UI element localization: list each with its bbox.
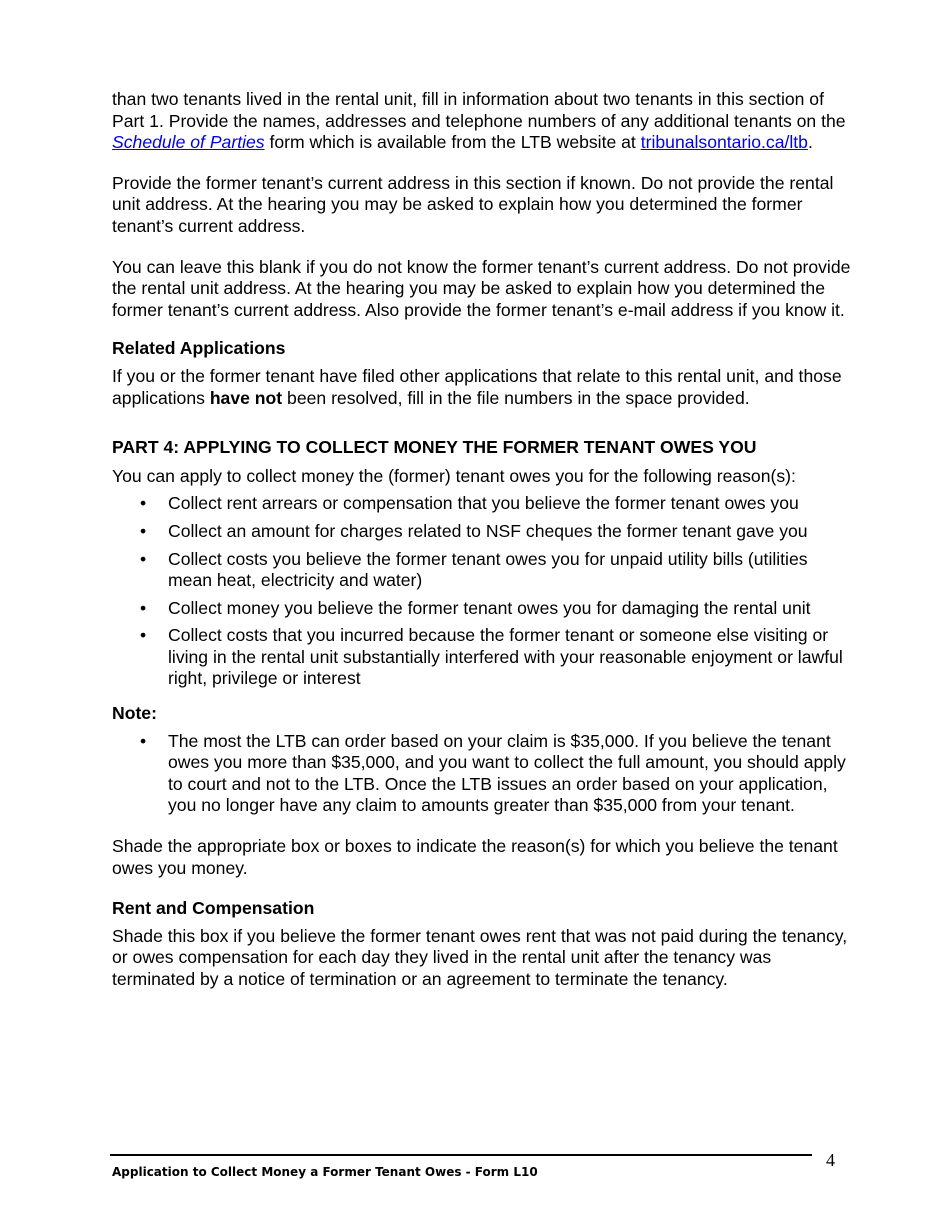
current-address-paragraph: Provide the former tenant’s current address in this section if known. Do not provide the rental unit address. At the hearing you may be asked to explain how you determined the former tenant’s current address. xyxy=(112,172,834,236)
list-item: • The most the LTB can order based on your claim is $35,000. If you believe the tenant owes you more than $35,000, and you want to collect the full amount, you should apply to court and not to the LTB. Once the LTB issues an order based on your application, you no longer have any claim to amounts greater than $35,000 from your tenant. xyxy=(140,730,846,816)
list-item: • Collect money you believe the former tenant owes you for damaging the rental unit xyxy=(140,597,811,618)
bullet-icon: • xyxy=(140,597,147,618)
have-not-emphasis: have not xyxy=(209,387,283,408)
note-label: Note: xyxy=(112,703,157,724)
related-applications-paragraph: If you or the former tenant have filed other applications that relate to this rental unit, and those applications have not been resolved, fill in the file numbers in the space provided. xyxy=(112,365,842,408)
bullet-icon: • xyxy=(140,730,147,751)
schedule-of-parties-link[interactable]: Schedule of Parties xyxy=(112,132,265,153)
part4-intro: You can apply to collect money the (former) tenant owes you for the following reason(s): xyxy=(112,465,796,486)
bullet-icon: • xyxy=(140,520,147,541)
footer-form-title: Application to Collect Money a Former Tenant Owes - Form L10 xyxy=(112,1165,538,1179)
bullet-icon: • xyxy=(140,548,147,569)
list-item: • Collect costs you believe the former tenant owes you for unpaid utility bills (utilities mean heat, electricity and water) xyxy=(140,548,808,591)
part4-heading: PART 4: APPLYING TO COLLECT MONEY THE FORMER TENANT OWES YOU xyxy=(112,437,757,458)
document-page xyxy=(112,89,852,991)
bullet-icon: • xyxy=(140,493,147,514)
note-list xyxy=(112,731,852,817)
tribunals-ontario-link[interactable]: tribunalsontario.ca/ltb xyxy=(640,132,808,153)
page-number: 4 xyxy=(826,1150,835,1170)
rent-compensation-paragraph: Shade this box if you believe the former tenant owes rent that was not paid during the tenancy, or owes compensation for each day they lived in the rental unit after the tenancy was terminated by a notice of termination or an agreement to terminate the tenancy. xyxy=(112,925,848,989)
leave-blank-paragraph: You can leave this blank if you do not know the former tenant’s current address. Do not provide the rental unit address. At the hearing you may be asked to explain how you determined the former tenant’s current address. Also provide the former tenant’s e-mail address if you know it. xyxy=(112,256,851,320)
footer-divider xyxy=(110,1154,812,1156)
reasons-list xyxy=(112,493,852,690)
intro-paragraph: than two tenants lived in the rental unit, fill in information about two tenants in this section of Part 1. Provide the names, addresses and telephone numbers of any additional tenants on the Schedule of Parties form which is available from the LTB website at tribunalsontario.ca/ltb. xyxy=(112,89,846,153)
rent-compensation-heading: Rent and Compensation xyxy=(112,898,315,919)
list-item: • Collect an amount for charges related to NSF cheques the former tenant gave you xyxy=(140,520,808,541)
related-applications-heading: Related Applications xyxy=(112,338,286,359)
bullet-icon: • xyxy=(140,625,147,646)
shade-boxes-paragraph: Shade the appropriate box or boxes to indicate the reason(s) for which you believe the tenant owes you money. xyxy=(112,836,838,878)
list-item: • Collect costs that you incurred because the former tenant or someone else visiting or living in the rental unit substantially interfered with your reasonable enjoyment or lawful right, privilege or interest xyxy=(140,625,843,689)
list-item: • Collect rent arrears or compensation that you believe the former tenant owes you xyxy=(140,493,799,514)
